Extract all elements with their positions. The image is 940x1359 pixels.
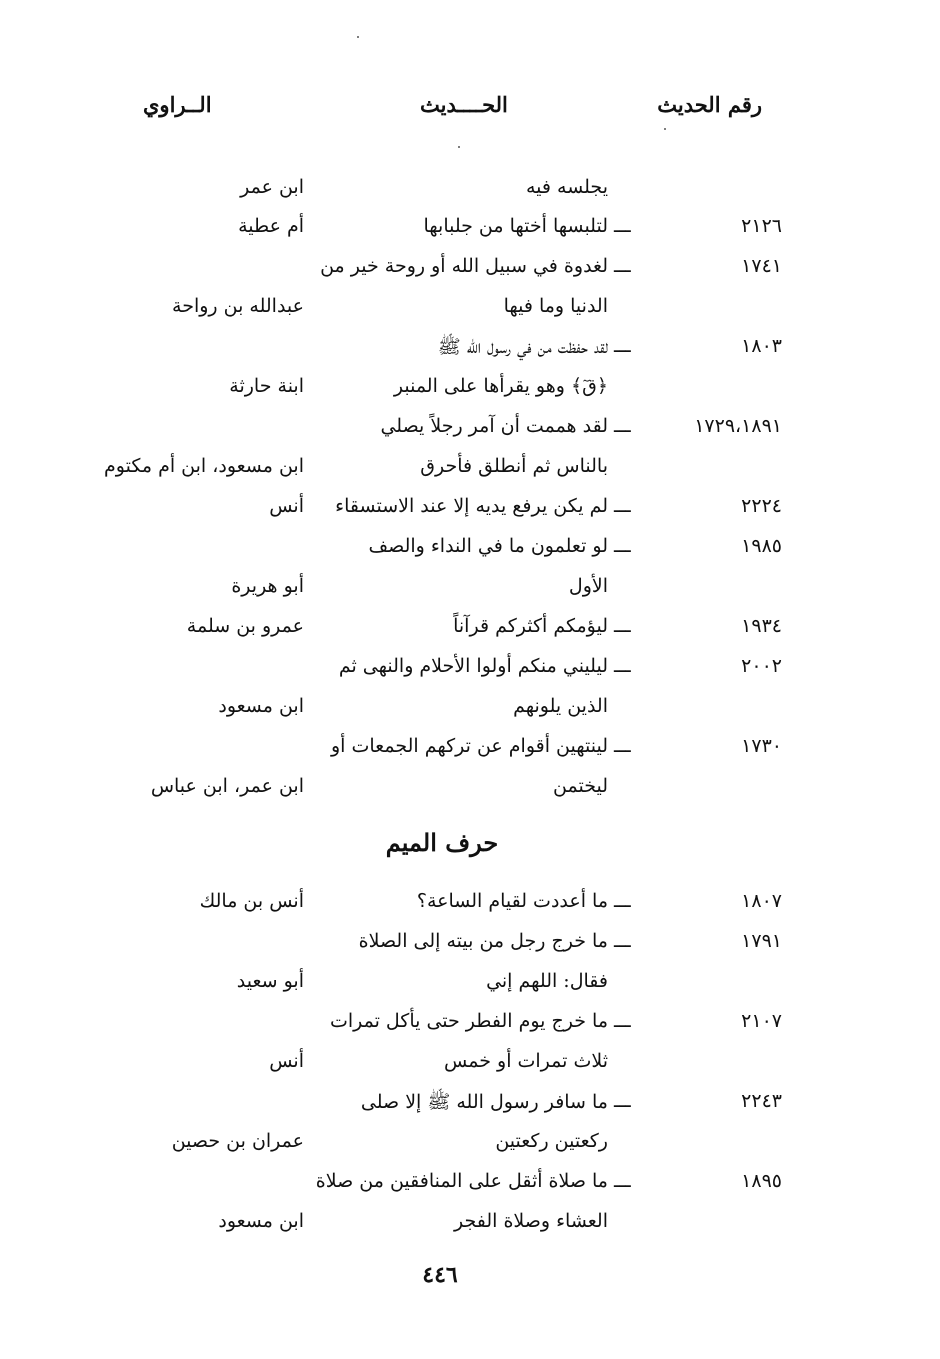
hadith-text: ليليني منكم أولوا الأحلام والنهى ثم bbox=[338, 655, 608, 677]
narrator: أم عطية bbox=[238, 215, 304, 237]
hadith-text: العشاء وصلاة الفجر bbox=[453, 1210, 608, 1232]
entry-dash: ـــ bbox=[614, 615, 631, 637]
hadith-text: لقد هممت أن آمر رجلاً يصلي bbox=[380, 415, 608, 437]
column-header-hadith-number: رقم الحديث bbox=[657, 92, 762, 117]
scan-speck bbox=[458, 146, 460, 148]
index-row bbox=[0, 575, 940, 615]
hadith-text: لم يكن يرفع يديه إلا عند الاستسقاء bbox=[335, 495, 608, 517]
hadith-text: الذين يلونهم bbox=[513, 695, 608, 717]
hadith-text: ما خرج يوم الفطر حتى يأكل تمرات bbox=[329, 1010, 608, 1032]
hadith-number: ١٨٠٧ bbox=[741, 890, 782, 912]
index-row bbox=[0, 615, 940, 655]
narrator: أنس bbox=[269, 1050, 304, 1072]
page-number: ٤٤٦ bbox=[422, 1262, 458, 1288]
narrator: عبدالله بن رواحة bbox=[172, 295, 304, 317]
narrator: ابن مسعود bbox=[218, 1210, 304, 1232]
hadith-text: بالناس ثم أنطلق فأحرق bbox=[420, 455, 608, 477]
index-row bbox=[0, 255, 940, 295]
index-row bbox=[0, 1050, 940, 1090]
entry-dash: ـــ bbox=[614, 1170, 631, 1192]
narrator: أبو هريرة bbox=[231, 575, 304, 597]
entry-dash: ـــ bbox=[614, 335, 631, 357]
entry-dash: ـــ bbox=[614, 735, 631, 757]
narrator: عمران بن حصين bbox=[171, 1130, 304, 1152]
index-row bbox=[0, 176, 940, 216]
hadith-text: لينتهين أقوام عن تركهم الجمعات أو bbox=[331, 735, 608, 757]
hadith-text: ركعتين ركعتين bbox=[495, 1130, 608, 1152]
page-number-footer bbox=[0, 1262, 940, 1288]
hadith-number: ١٨٩٥ bbox=[741, 1170, 782, 1192]
entry-dash: ـــ bbox=[614, 930, 631, 952]
section-title: حرف الميم bbox=[385, 828, 499, 857]
index-row bbox=[0, 295, 940, 335]
entry-dash: ـــ bbox=[614, 535, 631, 557]
index-row bbox=[0, 415, 940, 455]
hadith-number: ٢٢٤٣ bbox=[741, 1090, 782, 1112]
hadith-number: ١٧٢٩،١٨٩١ bbox=[694, 415, 782, 437]
index-row bbox=[0, 335, 940, 375]
narrator: أنس بن مالك bbox=[199, 890, 304, 912]
hadith-text: ثلاث تمرات أو خمس bbox=[444, 1050, 608, 1072]
hadith-text: ما صلاة أثقل على المنافقين من صلاة bbox=[315, 1170, 608, 1192]
section-heading bbox=[0, 828, 940, 857]
entry-dash: ـــ bbox=[614, 1090, 631, 1112]
hadith-text: ليؤمكم أكثركم قرآناً bbox=[453, 615, 608, 637]
hadith-number: ٢٠٠٢ bbox=[741, 655, 782, 677]
index-row bbox=[0, 495, 940, 535]
index-row bbox=[0, 890, 940, 930]
narrator: ابن مسعود bbox=[218, 695, 304, 717]
hadith-number: ٢٢٢٤ bbox=[741, 495, 782, 517]
narrator: عمرو بن سلمة bbox=[186, 615, 304, 637]
hadith-text: لتلبسها أختها من جلبابها bbox=[423, 215, 608, 237]
hadith-number: ٢١٢٦ bbox=[741, 215, 782, 237]
hadith-text: لغدوة في سبيل الله أو روحة خير من bbox=[320, 255, 608, 277]
index-row bbox=[0, 375, 940, 415]
entry-dash: ـــ bbox=[614, 415, 631, 437]
hadith-text: ما أعددت لقيام الساعة؟ bbox=[416, 890, 608, 912]
narrator: ابنة حارثة bbox=[229, 375, 304, 397]
narrator: ابن عمر bbox=[240, 176, 304, 198]
index-row bbox=[0, 1090, 940, 1130]
scan-speck bbox=[357, 36, 359, 38]
entry-dash: ـــ bbox=[614, 215, 631, 237]
hadith-number: ١٧٩١ bbox=[741, 930, 782, 952]
hadith-text: يجلسه فيه bbox=[525, 176, 608, 198]
entry-dash: ـــ bbox=[614, 255, 631, 277]
index-row bbox=[0, 1210, 940, 1250]
hadith-text: الأول bbox=[568, 575, 608, 597]
hadith-number: ١٩٨٥ bbox=[741, 535, 782, 557]
entry-dash: ـــ bbox=[614, 890, 631, 912]
hadith-text: ﴿قٓ﴾ وهو يقرأها على المنبر bbox=[393, 375, 608, 397]
hadith-text: ما خرج رجل من بيته إلى الصلاة bbox=[358, 930, 608, 952]
narrator: ابن مسعود، ابن أم مكتوم bbox=[104, 455, 304, 477]
index-row bbox=[0, 930, 940, 970]
entry-dash: ـــ bbox=[614, 495, 631, 517]
column-header-hadith: الحــــديث bbox=[420, 92, 508, 117]
index-row bbox=[0, 455, 940, 495]
column-header-narrator: الــراوي bbox=[143, 92, 212, 117]
index-row bbox=[0, 655, 940, 695]
narrator: ابن عمر، ابن عباس bbox=[150, 775, 304, 797]
hadith-number: ٢١٠٧ bbox=[741, 1010, 782, 1032]
hadith-text: ما سافر رسول الله ﷺ إلا صلى bbox=[360, 1091, 608, 1113]
index-row bbox=[0, 535, 940, 575]
index-row bbox=[0, 735, 940, 775]
index-row bbox=[0, 775, 940, 815]
hadith-number: ١٩٣٤ bbox=[741, 615, 782, 637]
hadith-text: فقال: اللهم إني bbox=[486, 970, 608, 992]
index-row bbox=[0, 1170, 940, 1210]
scan-speck bbox=[664, 128, 666, 130]
hadith-text: ليختمن bbox=[553, 775, 608, 797]
hadith-text: الدنيا وما فيها bbox=[503, 295, 608, 317]
narrator: أبو سعيد bbox=[236, 970, 304, 992]
index-row bbox=[0, 970, 940, 1010]
hadith-text: لو تعلمون ما في النداء والصف bbox=[368, 535, 608, 557]
narrator: أنس bbox=[269, 495, 304, 517]
entry-dash: ـــ bbox=[614, 1010, 631, 1032]
index-row bbox=[0, 695, 940, 735]
hadith-text: لقد حفظت من في رسول الله ﷺ bbox=[437, 336, 608, 358]
index-row bbox=[0, 215, 940, 255]
hadith-number: ١٧٣٠ bbox=[741, 735, 782, 757]
entry-dash: ـــ bbox=[614, 655, 631, 677]
index-row bbox=[0, 1130, 940, 1170]
hadith-number: ١٧٤١ bbox=[741, 255, 782, 277]
index-row bbox=[0, 1010, 940, 1050]
hadith-number: ١٨٠٣ bbox=[741, 335, 782, 357]
